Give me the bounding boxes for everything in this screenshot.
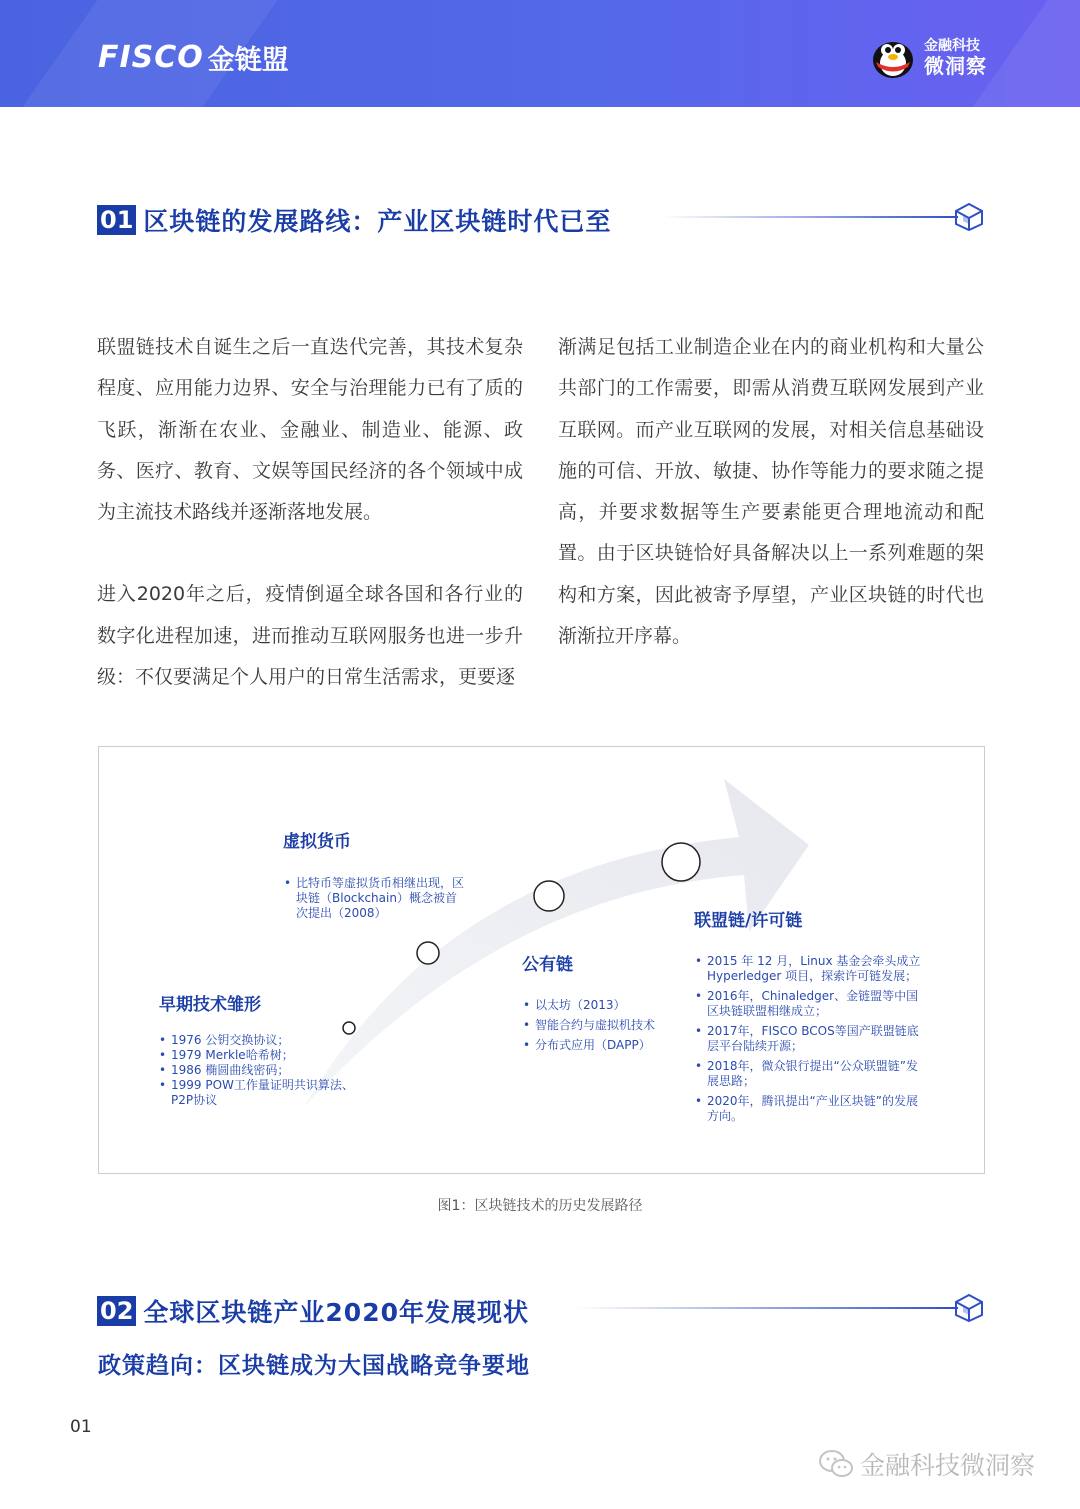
- paragraph: 进入2020年之后，疫情倒逼全球各国和各行业的数字化进程加速，进而推动互联网服务也进一步升级：不仅要满足个人用户的日常生活需求，更要逐: [97, 583, 523, 689]
- section-title: 全球区块链产业2020年发展现状: [143, 1298, 529, 1327]
- wechat-icon: [818, 1449, 854, 1479]
- fisco-logo: [98, 38, 289, 77]
- stage-list-consortium-chain: [695, 954, 925, 1129]
- body-column-left: [97, 327, 523, 739]
- list-item: • 2018年，微众银行提出“公众联盟链”发展思路；: [695, 1059, 925, 1089]
- list-item: • 2015 年 12 月，Linux 基金会牵头成立 Hyperledger 项目，探索许可链发展；: [695, 954, 925, 984]
- wechat-logo-line1: 金融科技: [924, 38, 980, 54]
- list-item: • 1976 公钥交换协议；: [159, 1033, 364, 1048]
- section-number: 02: [97, 1296, 136, 1326]
- wechat-watermark: [818, 1446, 1035, 1482]
- section-heading-02: [97, 1293, 529, 1329]
- milestone-dot: [662, 843, 700, 881]
- list-item: • 比特币等虚拟货币相继出现，区块链（Blockchain）概念被首次提出（2008）: [284, 876, 464, 921]
- brand-fisco-text: FISCO: [98, 40, 204, 75]
- list-item: • 分布式应用（DAPP）: [523, 1038, 693, 1053]
- figure-caption: 图1：区块链技术的历史发展路径: [437, 1198, 643, 1214]
- list-item: • 1999 POW工作量证明共识算法、P2P协议: [159, 1078, 364, 1108]
- section-number: 01: [97, 205, 136, 235]
- section-title: 区块链的发展路线：产业区块链时代已至: [143, 207, 612, 236]
- wechat-account-logo: [924, 38, 987, 78]
- stage-title-virtual-currency: 虚拟货币: [283, 832, 351, 852]
- body-column-right: [558, 327, 984, 698]
- stage-list-early: [159, 1033, 364, 1108]
- cube-icon: [953, 202, 985, 232]
- milestone-dot: [534, 881, 564, 911]
- section-divider: [662, 216, 958, 218]
- section-divider: [575, 1307, 958, 1309]
- cube-icon: [953, 1293, 985, 1323]
- stage-title-consortium-chain: 联盟链/许可链: [694, 911, 803, 931]
- watermark-text: 金融科技微洞察: [860, 1451, 1036, 1480]
- list-item: • 1979 Merkle哈希树；: [159, 1048, 364, 1063]
- brand-cn-text: 金链盟: [207, 45, 289, 76]
- wechat-logo-line2: 微洞察: [924, 54, 987, 78]
- stage-list-virtual-currency: [284, 876, 464, 926]
- list-item: • 2020年，腾讯提出“产业区块链”的发展方向。: [695, 1094, 925, 1124]
- paragraph: 联盟链技术自诞生之后一直迭代完善，其技术复杂程度、应用能力边界、安全与治理能力已有了质的飞跃，渐渐在农业、金融业、制造业、能源、政务、医疗、教育、文娱等国民经济的各个领域中成为主流技术路线并逐渐落地发展。: [97, 336, 523, 524]
- list-item: • 以太坊（2013）: [523, 998, 693, 1013]
- section-heading-01: [97, 202, 611, 238]
- page-number: 01: [70, 1417, 92, 1437]
- header-banner: [0, 0, 1080, 107]
- penguin-mascot-icon: [868, 32, 918, 80]
- stage-title-early: 早期技术雏形: [159, 995, 261, 1015]
- paragraph: 渐满足包括工业制造企业在内的商业机构和大量公共部门的工作需要，即需从消费互联网发展到产业互联网。而产业互联网的发展，对相关信息基础设施的可信、开放、敏捷、协作等能力的要求随之提高，并要求数据等生产要素能更合理地流动和配置。由于区块链恰好具备解决以上一系列难题的架构和方案，因此被寄予厚望，产业区块链的时代也渐渐拉开序幕。: [558, 336, 984, 648]
- list-item: • 1986 椭圆曲线密码；: [159, 1063, 364, 1078]
- stage-list-public-chain: [523, 998, 693, 1058]
- list-item: • 2017年，FISCO BCOS等国产联盟链底层平台陆续开源；: [695, 1024, 925, 1054]
- list-item: • 2016年，Chinaledger、金链盟等中国区块链联盟相继成立；: [695, 989, 925, 1019]
- section-subtitle: 政策趋向：区块链成为大国战略竞争要地: [98, 1353, 530, 1379]
- history-figure: [98, 746, 985, 1174]
- stage-title-public-chain: 公有链: [522, 955, 573, 975]
- list-item: • 智能合约与虚拟机技术: [523, 1018, 693, 1033]
- banner-stripe: [973, 0, 1080, 107]
- milestone-dot: [417, 942, 439, 964]
